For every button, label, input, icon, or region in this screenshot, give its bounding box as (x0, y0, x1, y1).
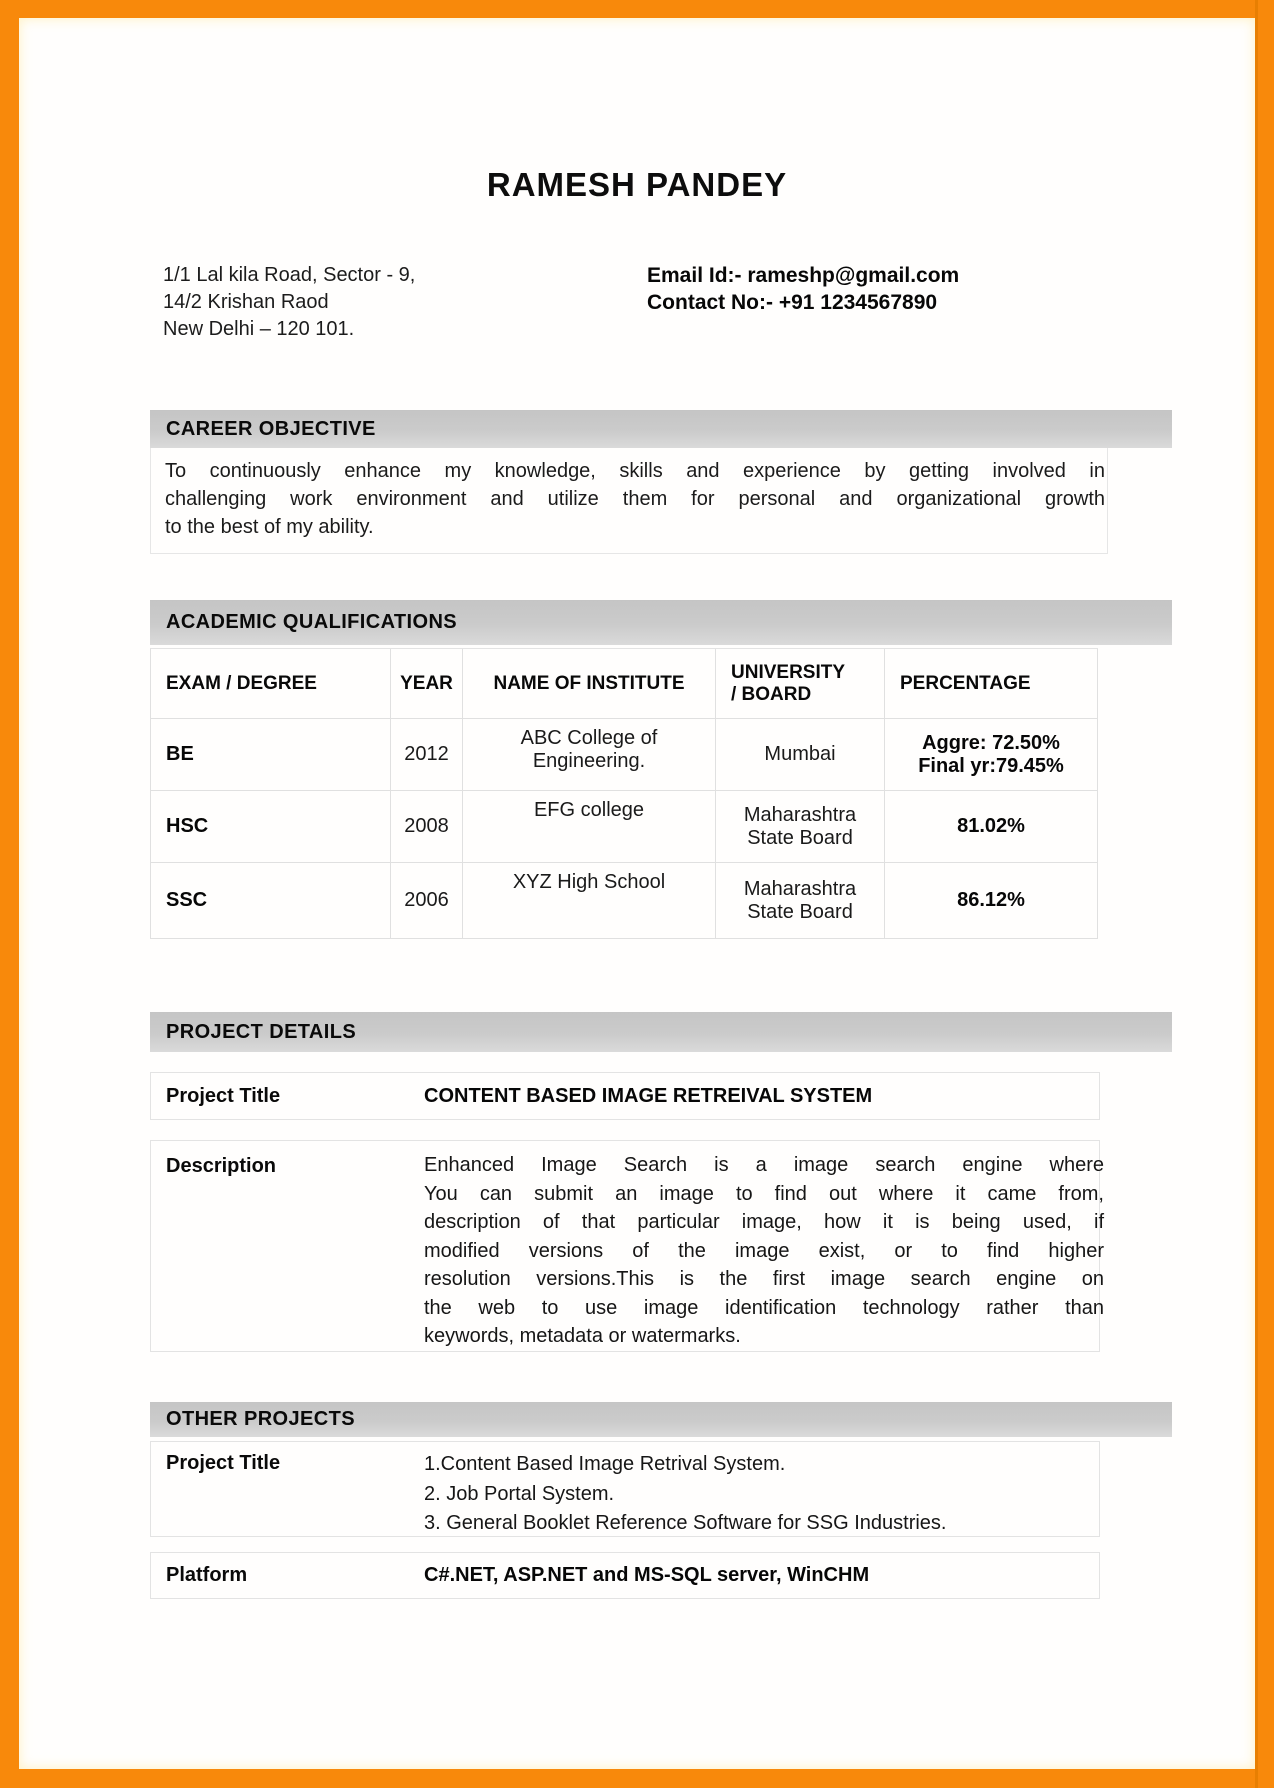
objective-line: challenging work environment and utilize them for personal and organizational growth (165, 488, 1105, 510)
institute-cell: ABC College of Engineering. (463, 719, 716, 791)
email-value: Email Id:- rameshp@gmail.com (647, 264, 960, 287)
address-line-2: 14/2 Krishan Raod (163, 291, 329, 313)
exam-cell: BE (151, 719, 391, 791)
project-title-row (150, 1072, 1100, 1120)
table-header-row (151, 649, 1098, 719)
percentage-cell: 81.02% (885, 791, 1098, 863)
column-header-percentage: PERCENTAGE (885, 649, 1098, 719)
list-item: 3. General Booklet Reference Software for SSG Industries. (424, 1512, 947, 1534)
address-line-1: 1/1 Lal kila Road, Sector - 9, (163, 264, 416, 286)
page-border-left (0, 0, 19, 1788)
objective-line: To continuously enhance my knowledge, skills and experience by getting involved in (165, 460, 1105, 482)
table-row-be (151, 719, 1098, 791)
page-border-right (1255, 0, 1274, 1788)
year-cell: 2012 (391, 719, 463, 791)
project-title-label: Project Title (166, 1084, 281, 1107)
year-cell: 2008 (391, 791, 463, 863)
description-text: Enhanced Image Search is a image search engine where You can submit an image to find out where it came from, description of that particular image, how it is being used, if modified versions of the image exist, or to find higher resolution versions.This is the first image search engine on the web to use image identification technology rather than keywords, metadata or watermarks. (424, 1154, 1104, 1347)
exam-cell: SSC (151, 863, 391, 939)
academic-qualifications-table (150, 648, 1098, 939)
section-header-academic-qualifications (150, 600, 1172, 645)
column-header-exam-degree: EXAM / DEGREE (151, 649, 391, 719)
table-row-ssc (151, 863, 1098, 939)
table-row-hsc (151, 791, 1098, 863)
university-cell: Maharashtra State Board (716, 863, 885, 939)
address-block (163, 262, 415, 343)
section-title: PROJECT DETAILS (166, 1020, 357, 1043)
objective-line: to the best of my ability. (165, 516, 374, 538)
other-project-title-list (424, 1442, 1099, 1539)
page-border-top (0, 0, 1274, 18)
column-header-university-board: UNIVERSITY / BOARD (716, 649, 885, 719)
other-projects-title-row (150, 1441, 1100, 1537)
section-title: CAREER OBJECTIVE (166, 417, 376, 440)
percentage-cell: Aggre: 72.50% Final yr:79.45% (885, 719, 1098, 791)
description-label: Description (166, 1155, 277, 1177)
university-cell: Maharashtra State Board (716, 791, 885, 863)
section-title: OTHER PROJECTS (166, 1408, 355, 1430)
career-objective-text (150, 448, 1108, 554)
percentage-cell: 86.12% (885, 863, 1098, 939)
platform-row (150, 1552, 1100, 1599)
institute-cell: XYZ High School (463, 863, 716, 939)
platform-value: C#.NET, ASP.NET and MS-SQL server, WinCHM (424, 1564, 870, 1586)
list-item: 2. Job Portal System. (424, 1482, 615, 1505)
platform-label: Platform (166, 1564, 248, 1586)
university-cell: Mumbai (716, 719, 885, 791)
project-description-row (150, 1140, 1104, 1352)
section-header-other-projects (150, 1402, 1172, 1437)
list-item: 1.Content Based Image Retrival System. (424, 1453, 786, 1475)
institute-cell: EFG college (463, 791, 716, 863)
page-border-bottom (0, 1769, 1274, 1788)
exam-cell: HSC (151, 791, 391, 863)
section-title: ACADEMIC QUALIFICATIONS (166, 611, 458, 633)
contact-block (647, 262, 959, 316)
section-header-project-details (150, 1012, 1172, 1052)
section-header-career-objective (150, 410, 1172, 448)
column-header-year: YEAR (391, 649, 463, 719)
address-line-3: New Delhi – 120 101. (163, 318, 355, 340)
project-title-value: CONTENT BASED IMAGE RETREIVAL SYSTEM (424, 1084, 873, 1107)
year-cell: 2006 (391, 863, 463, 939)
phone-value: Contact No:- +91 1234567890 (647, 291, 938, 314)
other-project-title-label: Project Title (166, 1452, 281, 1474)
column-header-institute: NAME OF INSTITUTE (463, 649, 716, 719)
applicant-name: RAMESH PANDEY (486, 166, 788, 203)
